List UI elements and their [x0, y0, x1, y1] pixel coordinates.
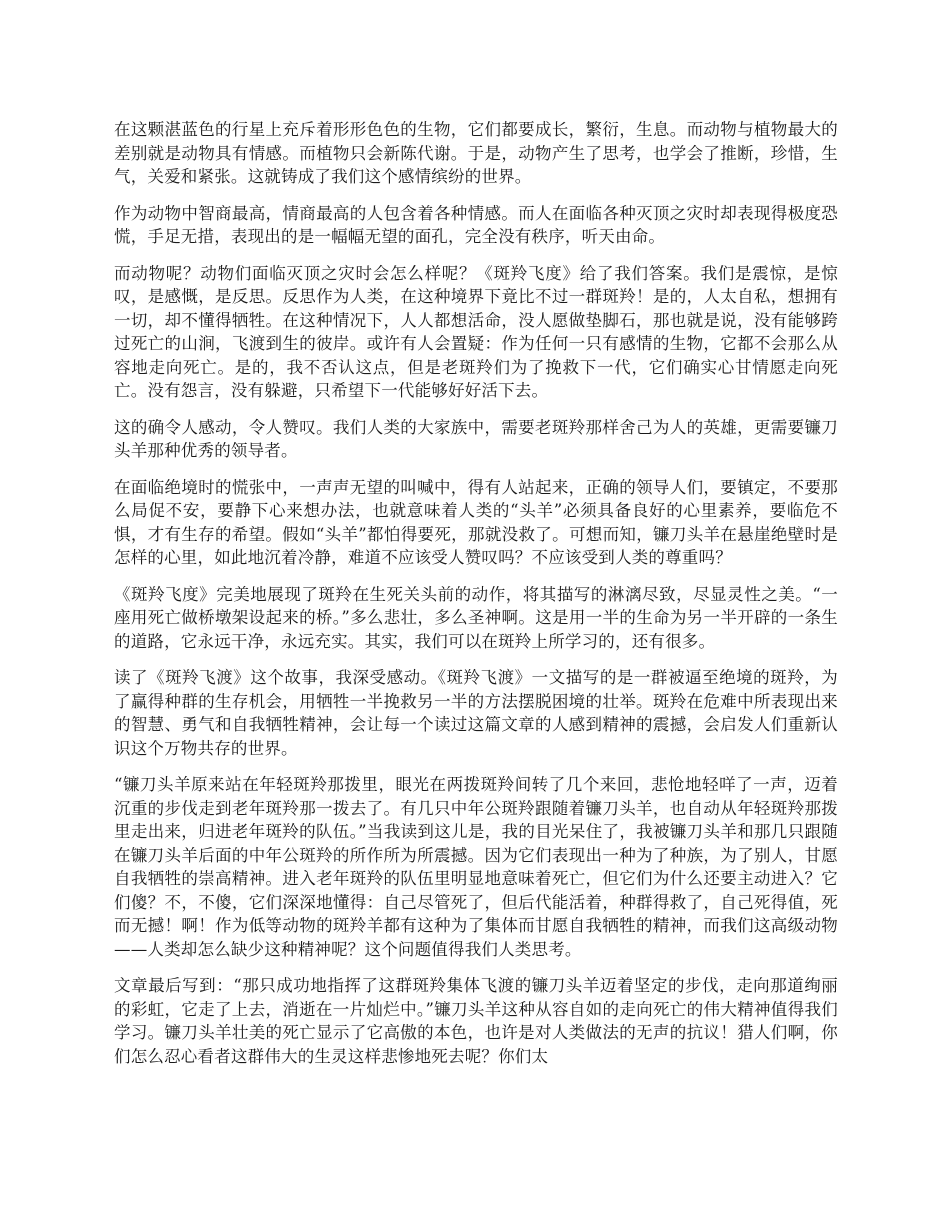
paragraph-9: 文章最后写到：“那只成功地指挥了这群斑羚集体飞渡的镰刀头羊迈着坚定的步伐，走向那道绚丽的彩虹，它走了上去，消逝在一片灿烂中。”镰刀头羊这种从容自如的走向死亡的伟大精神值得我们学习。镰刀头羊壮美的死亡显示了它高傲的本色，也许是对人类做法的无声的抗议！猎人们啊，你们怎么忍心看者这群伟大的生灵这样悲惨地死去呢？你们太 — [114, 976, 838, 1066]
paragraph-5: 在面临绝境时的慌张中，一声声无望的叫喊中，得有人站起来，正确的领导人们，要镇定，不要那么局促不安，要静下心来想办法，也就意味着人类的“头羊”必须具备良好的心里素养，要临危不惧，才有生存的希望。假如“头羊”都怕得要死，那就没救了。可想而知，镰刀头羊在悬崖绝壁时是怎样的心里，如此地沉着冷静，难道不应该受人赞叹吗？不应该受到人类的尊重吗？ — [114, 477, 838, 567]
paragraph-2: 作为动物中智商最高，情商最高的人包含着各种情感。而人在面临各种灭顶之灾时却表现得极度恐慌，手足无措，表现出的是一幅幅无望的面孔，完全没有秩序，听天由命。 — [114, 203, 838, 246]
paragraph-8: “镰刀头羊原来站在年轻斑羚那拨里，眼光在两拨斑羚间转了几个来回，悲怆地轻咩了一声，迈着沉重的步伐走到老年斑羚那一拨去了。有几只中年公斑羚跟随着镰刀头羊，也自动从年轻斑羚那拨里走出来，归进老年斑羚的队伍。”当我读到这儿是，我的目光呆住了，我被镰刀头羊和那几只跟随在镰刀头羊后面的中年公斑羚的所作所为所震撼。因为它们表现出一种为了种族，为了别人，甘愿自我牺牲的崇高精神。进入老年斑羚的队伍里明显地意味着死亡，但它们为什么还要主动进入？它们傻？不，不傻，它们深深地懂得：自己尽管死了，但后代能活着，种群得救了，自己死得值，死而无撼！啊！作为低等动物的斑羚羊都有这种为了集体而甘愿自我牺牲的精神，而我们这高级动物——人类却怎么缺少这种精神呢？这个问题值得我们人类思考。 — [114, 775, 838, 959]
paragraph-1: 在这颗湛蓝色的行星上充斥着形形色色的生物，它们都要成长，繁衍，生息。而动物与植物最大的差别就是动物具有情感。而植物只会新陈代谢。于是，动物产生了思考，也学会了推断，珍惜，生气，关爱和紧张。这就铸成了我们这个感情缤纷的世界。 — [114, 120, 838, 186]
paragraph-7: 读了《斑羚飞渡》这个故事，我深受感动。《斑羚飞渡》一文描写的是一群被逼至绝境的斑羚，为了赢得种群的生存机会，用牺牲一半挽救另一半的方法摆脱困境的壮举。斑羚在危难中所表现出来的智慧、勇气和自我牺牲精神，会让每一个读过这篇文章的人感到精神的震撼，会启发人们重新认识这个万物共存的世界。 — [114, 668, 838, 758]
document-body — [114, 118, 838, 1081]
paragraph-6: 《斑羚飞度》完美地展现了斑羚在生死关头前的动作，将其描写的淋漓尽致，尽显灵性之美。“一座用死亡做桥墩架设起来的桥。”多么悲壮，多么圣神啊。这是用一半的生命为另一半开辟的一条生的道路，它永远干净，永远充实。其实，我们可以在斑羚上所学习的，还有很多。 — [114, 584, 838, 651]
paragraph-4: 这的确令人感动，令人赞叹。我们人类的大家族中，需要老斑羚那样舍己为人的英雄，更需要镰刀头羊那种优秀的领导者。 — [114, 417, 838, 460]
paragraph-3: 而动物呢？动物们面临灭顶之灾时会怎么样呢？《斑羚飞度》给了我们答案。我们是震惊，是惊叹，是感慨，是反思。反思作为人类，在这种境界下竟比不过一群斑羚！是的，人太自私，想拥有一切，却不懂得牺牲。在这种情况下，人人都想活命，没人愿做垫脚石，那也就是说，没有能够跨过死亡的山涧，飞渡到生的彼岸。或许有人会置疑：作为任何一只有感情的生物，它都不会那么从容地走向死亡。是的，我不否认这点，但是老斑羚们为了挽救下一代，它们确实心甘情愿走向死亡。没有怨言，没有躲避，只希望下一代能够好好活下去。 — [114, 263, 838, 400]
